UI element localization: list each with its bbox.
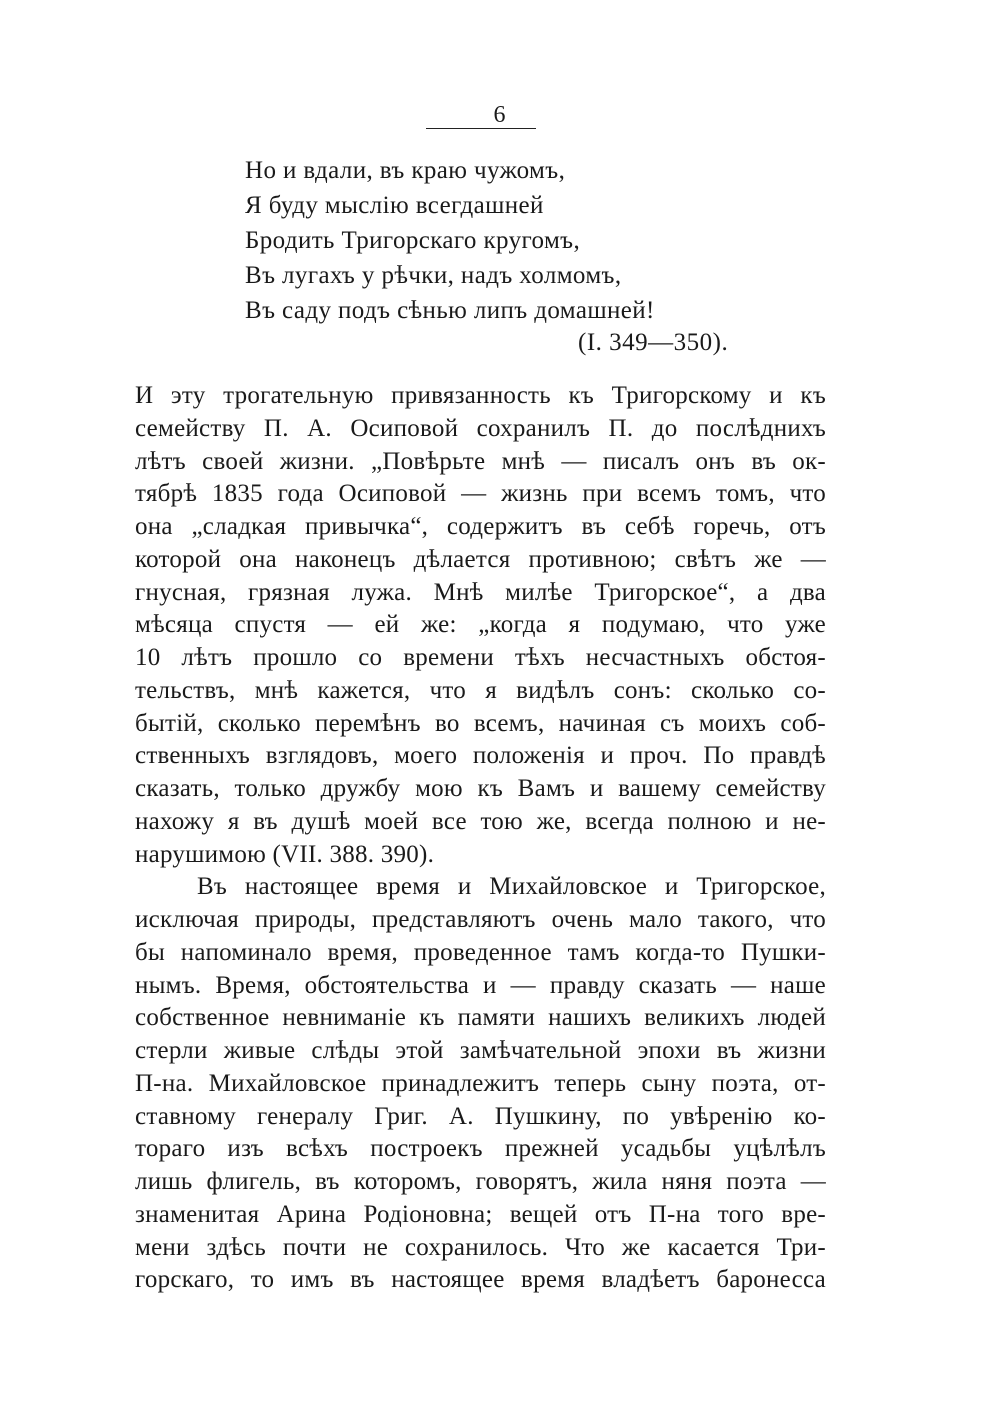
poem-line: Я буду мыслію всегдашней xyxy=(245,192,544,219)
text-line: бы напоминало время, проведенное тамъ когда-то Пушки- xyxy=(135,938,826,966)
poem-line: Въ лугахъ у рѣчки, надъ холмомъ, xyxy=(245,262,622,289)
text-line: тельствъ, мнѣ кажется, что я видѣлъ сонъ: сколько со- xyxy=(135,676,826,704)
poem-citation: (I. 349—350). xyxy=(578,329,729,356)
text-line: исключая природы, представляютъ очень мало такого, что xyxy=(135,906,826,933)
poem-stanza xyxy=(245,153,655,328)
poem-line: Бродить Тригорскаго кругомъ, xyxy=(245,227,581,254)
text-line: нахожу я въ душѣ моей все тою же, всегда полною и не- xyxy=(135,807,826,835)
text-line: нымъ. Время, обстоятельства и — правду сказать — наше xyxy=(135,971,826,999)
text-line: лѣтъ своей жизни. „Повѣрьте мнѣ — писалъ онъ въ ок- xyxy=(135,447,826,475)
text-line: нарушимою (VII. 388. 390). xyxy=(135,840,435,868)
text-line: ственныхъ взглядовъ, моего положенія и проч. По правдѣ xyxy=(135,742,826,770)
text-line: П-на. Михайловское принадлежитъ теперь сыну поэта, от- xyxy=(135,1069,826,1097)
text-line: сказать, только дружбу мою къ Вамъ и вашему семейству xyxy=(135,775,826,802)
text-line: бытій, сколько перемѣнъ во всемъ, начиная съ моихъ соб- xyxy=(135,709,826,737)
paragraph-2 xyxy=(135,871,826,1297)
text-line: собственное невниманіе къ памяти нашихъ великихъ людей xyxy=(135,1004,826,1032)
paragraph-1 xyxy=(135,380,826,871)
text-line: мѣсяца спустя — ей же: „когда я подумаю, что уже xyxy=(135,611,826,639)
text-line: ставному генералу Григ. А. Пушкину, по увѣренію ко- xyxy=(135,1102,826,1130)
text-line: семейству П. А. Осиповой сохранилъ П. до послѣднихъ xyxy=(135,414,826,442)
text-line: мени здѣсь почти не сохранилось. Что же касается Три- xyxy=(135,1233,826,1261)
text-line: гнусная, грязная лужа. Мнѣ милѣе Тригорское“, а два xyxy=(135,578,826,606)
text-line: которой она наконецъ дѣлается противною; свѣтъ же — xyxy=(135,545,826,573)
text-line: стерли живые слѣды этой замѣчательной эпохи въ жизни xyxy=(135,1037,826,1064)
text-line: тораго изъ всѣхъ построекъ прежней усадьбы уцѣлѣлъ xyxy=(135,1135,826,1163)
page-number: 6 xyxy=(493,102,507,128)
text-line: лишь флигель, въ которомъ, говорятъ, жила няня поэта — xyxy=(135,1168,826,1195)
text-line: 10 лѣтъ прошло со времени тѣхъ несчастныхъ обстоя- xyxy=(135,644,826,671)
text-line: И эту трогательную привязанность къ Тригорскому и къ xyxy=(135,382,826,409)
poem-line: Въ саду подъ сѣнью липъ домашней! xyxy=(245,297,655,324)
text-line: тябрѣ 1835 года Осиповой — жизнь при всемъ томъ, что xyxy=(135,480,826,508)
poem-line: Но и вдали, въ краю чужомъ, xyxy=(245,157,566,184)
text-line: Въ настоящее время и Михайловское и Тригорское, xyxy=(197,873,826,901)
text-line: она „сладкая привычка“, содержитъ въ себѣ горечь, отъ xyxy=(135,513,826,540)
page-number-rule xyxy=(426,128,536,129)
text-line: горскаго, то имъ въ настоящее время владѣетъ баронесса xyxy=(135,1266,826,1294)
text-line: знаменитая Арина Родіоновна; вещей отъ П-на того вре- xyxy=(135,1200,826,1228)
body-text xyxy=(135,380,826,1297)
